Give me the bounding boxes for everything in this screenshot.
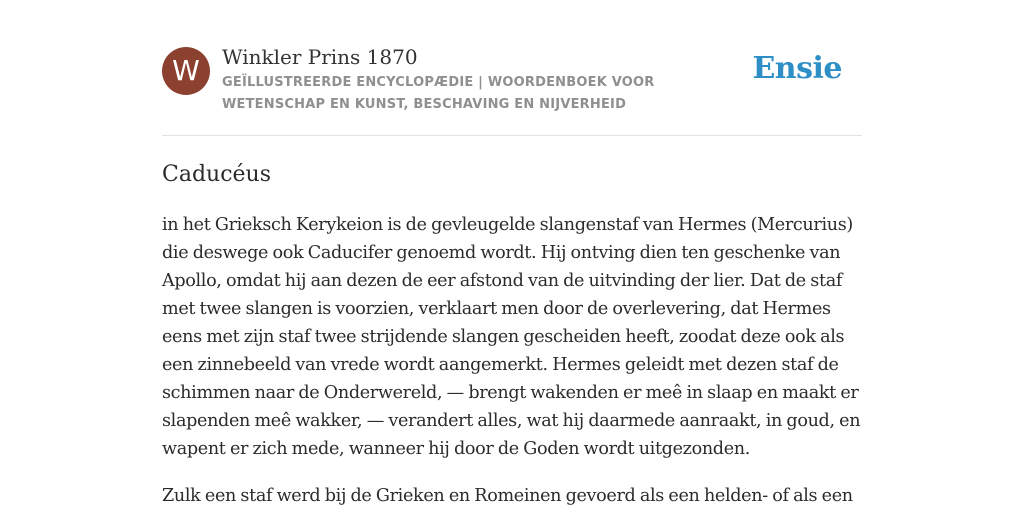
source-avatar[interactable]: W [162,47,210,95]
source-header [162,0,862,136]
content-column [162,0,862,510]
article-body [162,211,862,510]
article-title: Caducéus [162,162,272,187]
source-subtitle: GEÏLLUSTREERDE ENCYCLOPÆDIE | WOORDENBOEK VOOR WETENSCHAP EN KUNST, BESCHAVING EN NIJVERHEID [222,75,655,112]
article-paragraph: Zulk een staf werd bij de Grieken en Romeinen gevoerd als een helden- of als een [162,486,853,506]
source-title[interactable]: Winkler Prins 1870 [222,45,418,69]
article-paragraph: in het Grieksch Kerykeion is de gevleugelde slangenstaf van Hermes (Mercurius) die deswege ook Caducifer genoemd wordt. Hij ontving dien ten geschenke van Apollo, omdat hij aan dezen de eer afstond van de uitvinding der lier. Dat de staf met twee slangen is voorzien, verklaart men door de overlevering, dat Hermes eens met zijn staf twee strijdende slangen gescheiden heeft, zoodat deze ook als een zinnebeeld van vrede wordt aangemerkt. Hermes geleidt met dezen staf de schimmen naar de Onderwereld, — brengt wakenden er meê in slaap en maakt er slapenden meê wakker, — verandert alles, wat hij daarmede aanraakt, in goud, en wapent er zich mede, wanneer hij door de Goden wordt uitgezonden. [162,215,861,459]
ensie-logo[interactable]: Ensie [752,51,842,86]
